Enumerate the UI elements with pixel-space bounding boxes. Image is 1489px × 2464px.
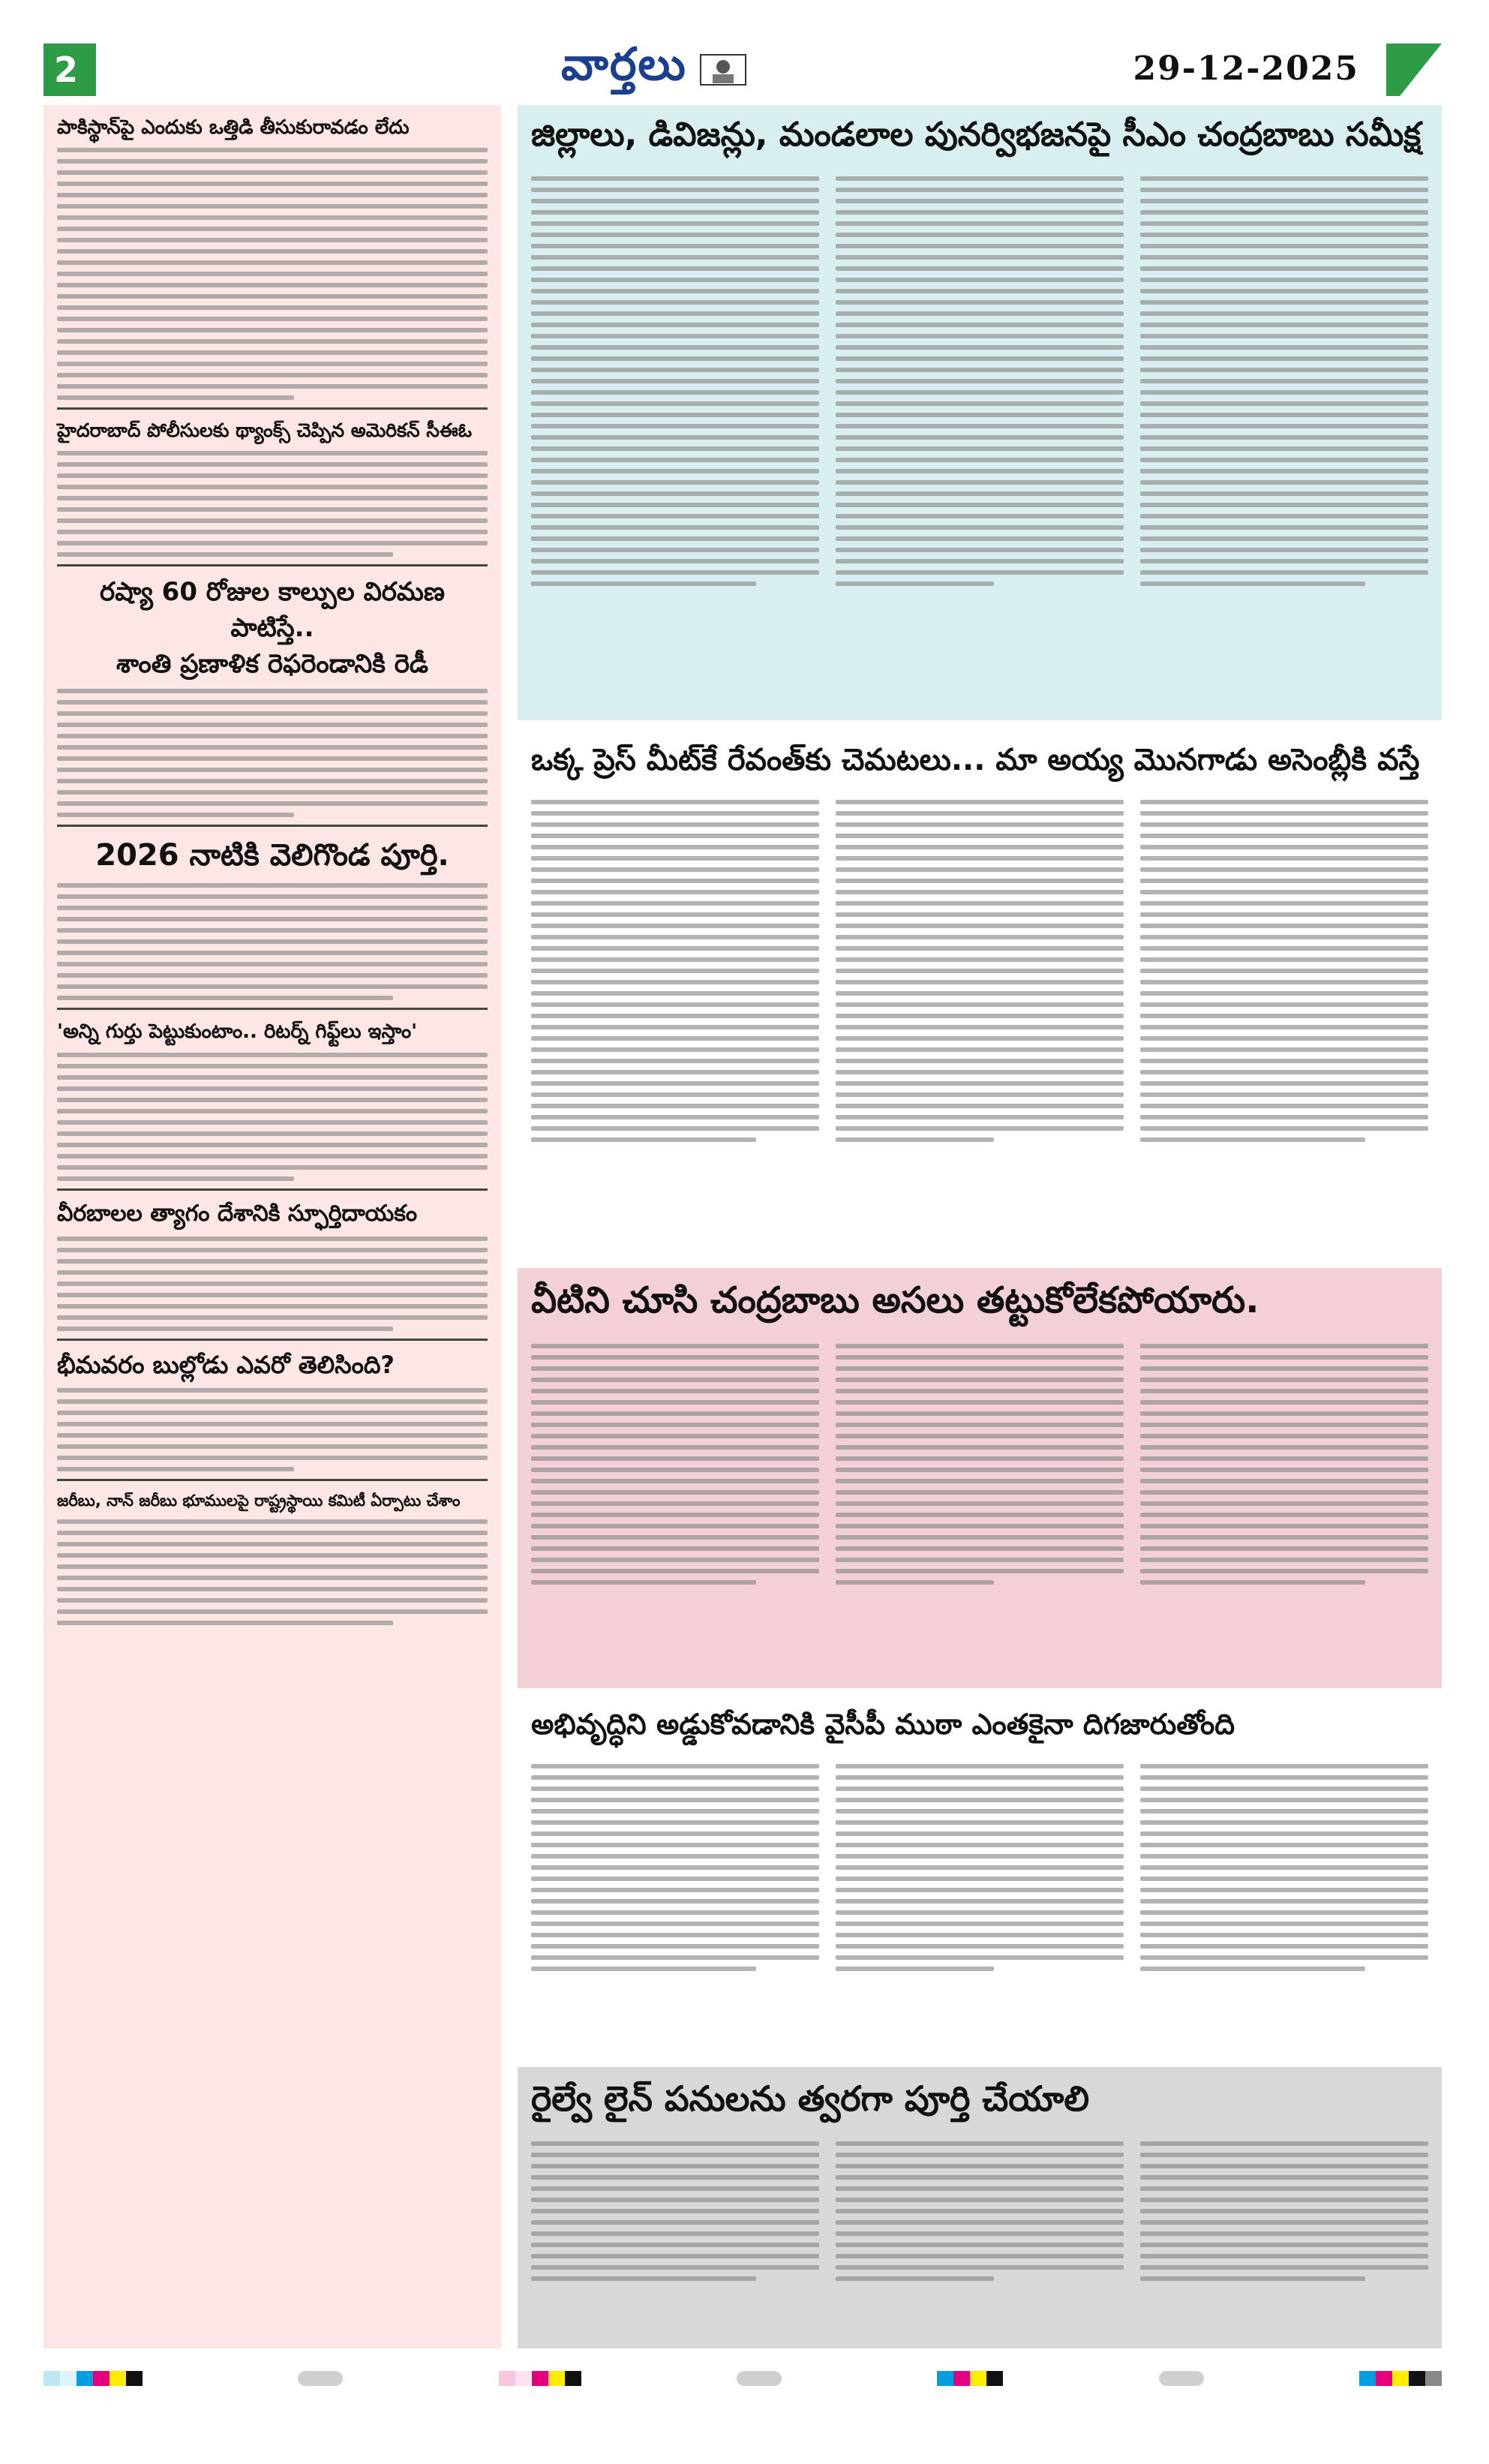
- color-swatch-strip: [1359, 2371, 1442, 2386]
- article-body: [518, 1333, 1442, 1596]
- article-body: [518, 1753, 1442, 1982]
- headline: 'అన్ని గుర్తు పెట్టుకుంటాం.. రిటర్న్ గిఫ్ట్‌లు ఇస్తాం': [57, 1020, 418, 1043]
- page-header: [44, 38, 1442, 96]
- article-body: [57, 689, 488, 817]
- masthead-figure-icon: [693, 47, 753, 92]
- article-body: [57, 883, 488, 1000]
- headline: జరీబు, నాన్ జరీబు భూములపై రాష్ట్రస్థాయి కమిటీ ఏర్పాటు చేశాం: [57, 1492, 461, 1510]
- story-pakistan: [57, 114, 488, 400]
- registration-pill: [298, 2371, 343, 2386]
- headline: రైల్వే లైన్ పనులను త్వరగా పూర్తి చేయాలి: [531, 2078, 1090, 2119]
- story-return-gifts: [57, 1017, 488, 1181]
- headline: పాకిస్థాన్‌పై ఎందుకు ఒత్తిడి తీసుకురావడం లేదు: [57, 116, 410, 139]
- story-jareebu-lands: [57, 1489, 488, 1625]
- print-registration-marks: [44, 2363, 1442, 2393]
- headline: భీమవరం బుల్లోడు ఎవరో తెలిసింది?: [57, 1351, 395, 1379]
- story-veligonda: [57, 834, 488, 1000]
- story-railway-line: [518, 2067, 1442, 2348]
- issue-date: 29-12-2025: [1133, 50, 1359, 88]
- story-chandrababu: [518, 1268, 1442, 1688]
- story-russia-ceasefire: [57, 574, 488, 817]
- masthead-title: వార్తలు: [561, 38, 687, 91]
- headline: అభివృద్ధిని అడ్డుకోవడానికి వైసీపీ ముఠా ఎంతకైనా దిగజారుతోంది: [531, 1708, 1235, 1741]
- registration-pill: [737, 2371, 782, 2386]
- article-body: [57, 1519, 488, 1625]
- article-body: [518, 165, 1442, 597]
- article-body: [518, 2130, 1442, 2292]
- article-body: [57, 1053, 488, 1181]
- headline-line-1: రష్యా 60 రోజుల కాల్పుల విరమణ పాటిస్తే..: [100, 577, 445, 643]
- story-bhimavaram: [57, 1348, 488, 1471]
- story-veera-balala: [57, 1198, 488, 1331]
- page-number: 2: [44, 44, 89, 96]
- registration-pill: [1159, 2371, 1204, 2386]
- color-swatch-strip: [937, 2371, 1003, 2386]
- article-body: [57, 1237, 488, 1331]
- article-body: [57, 148, 488, 400]
- headline: ఒక్క ప్రెస్ మీట్‌కే రేవంత్‌కు చెమటలు... మా అయ్య మొనగాడు అసెంబ్లీకి వస్తే: [531, 743, 1420, 777]
- headline-line-2: శాంతి ప్రణాళిక రెఫరెండానికి రెడీ: [116, 649, 429, 679]
- headline: 2026 నాటికి వెలిగొండ పూర్తి.: [95, 838, 449, 873]
- story-ycp-gang: [518, 1696, 1442, 2056]
- color-swatch-strip: [499, 2371, 581, 2386]
- story-revanth-pressmeet: [518, 732, 1442, 1257]
- story-district-reorganization: [518, 105, 1442, 720]
- article-body: [518, 789, 1442, 1153]
- headline: వీటిని చూసి చంద్రబాబు అసలు తట్టుకోలేకపోయారు.: [531, 1279, 1259, 1321]
- masthead: [561, 38, 753, 96]
- story-hyderabad-police: [57, 417, 488, 557]
- article-body: [57, 1388, 488, 1471]
- color-swatch-strip: [44, 2371, 143, 2386]
- article-body: [57, 451, 488, 557]
- headline: జిల్లాలు, డివిజన్లు, మండలాల పునర్విభజనపై సీఎం చంద్రబాబు సమీక్ష: [531, 116, 1421, 154]
- left-column: [44, 105, 501, 2348]
- headline: వీరబాలల త్యాగం దేశానికి స్ఫూర్తిదాయకం: [57, 1200, 418, 1227]
- headline: హైదరాబాద్ పోలీసులకు థ్యాంక్స్ చెప్పిన అమెరికన్ సీఈఓ: [57, 419, 472, 441]
